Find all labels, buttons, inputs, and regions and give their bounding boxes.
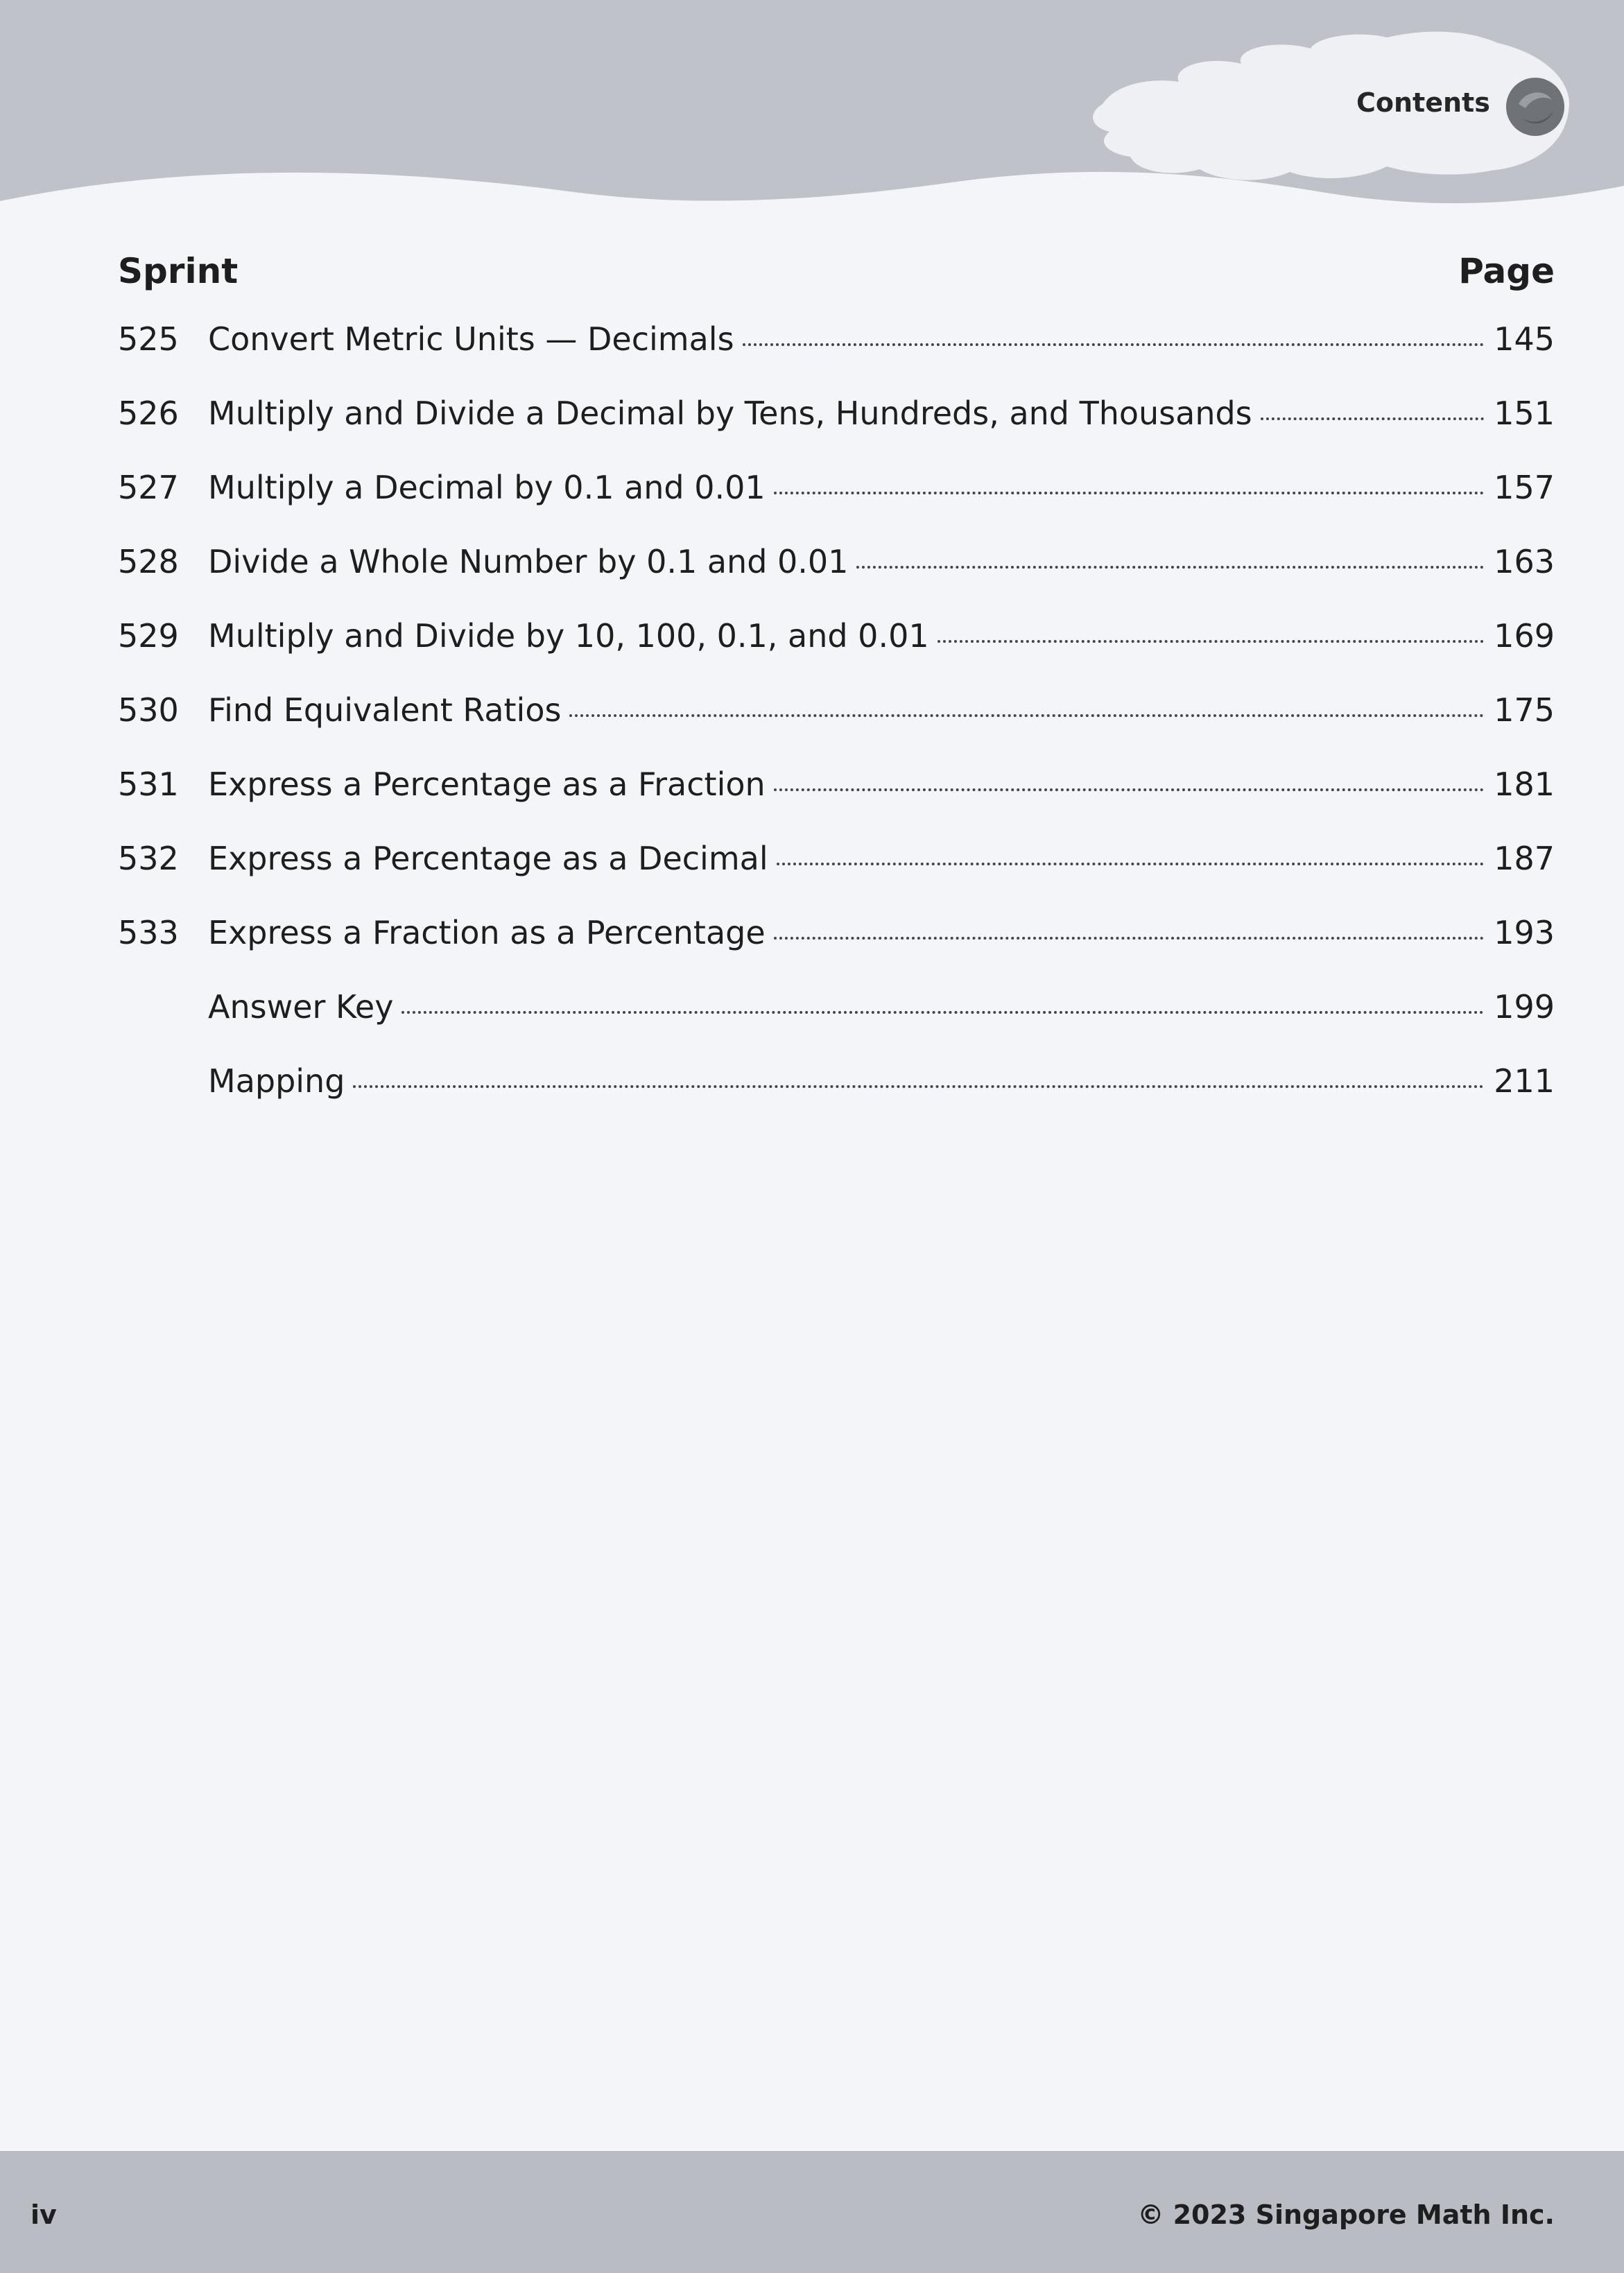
toc-number: 526 — [118, 395, 179, 432]
page-number: iv — [31, 2199, 57, 2230]
toc-row[interactable] — [118, 320, 1555, 395]
toc-page: 181 — [1494, 766, 1555, 803]
toc-row[interactable] — [118, 395, 1555, 469]
circle-badge-icon — [1505, 76, 1566, 137]
toc-title: Mapping — [208, 1062, 345, 1100]
toc-title: Answer Key — [208, 988, 394, 1026]
toc-number: 533 — [118, 914, 179, 951]
toc-page: 151 — [1494, 395, 1555, 432]
dot-leader — [1261, 417, 1484, 420]
toc-page: 163 — [1494, 543, 1555, 580]
dot-leader — [353, 1085, 1484, 1088]
toc-number: 525 — [118, 320, 179, 358]
toc-row[interactable] — [118, 617, 1555, 691]
toc-row[interactable] — [118, 691, 1555, 766]
toc-title: Multiply a Decimal by 0.1 and 0.01 — [208, 469, 766, 506]
toc-row[interactable] — [118, 988, 1555, 1062]
toc-page: 211 — [1494, 1062, 1555, 1100]
toc-page: 187 — [1494, 840, 1555, 877]
toc-page: 193 — [1494, 914, 1555, 951]
toc-row[interactable] — [118, 543, 1555, 617]
toc-page: 169 — [1494, 617, 1555, 655]
dot-leader — [938, 640, 1484, 643]
toc-number: 528 — [118, 543, 179, 580]
toc-number: 527 — [118, 469, 179, 506]
toc-page: 145 — [1494, 320, 1555, 358]
copyright-notice: © 2023 Singapore Math Inc. — [1137, 2199, 1555, 2230]
toc-row[interactable] — [118, 766, 1555, 840]
column-header-sprint: Sprint — [118, 251, 239, 291]
toc-row[interactable] — [118, 914, 1555, 988]
dot-leader — [743, 343, 1484, 346]
toc-number: 529 — [118, 617, 179, 655]
dot-leader — [774, 492, 1484, 494]
table-of-contents — [118, 320, 1555, 1136]
dot-leader — [569, 714, 1484, 717]
dot-leader — [777, 863, 1484, 865]
toc-row[interactable] — [118, 840, 1555, 914]
toc-title: Find Equivalent Ratios — [208, 691, 562, 729]
toc-row[interactable] — [118, 1062, 1555, 1136]
section-label: Contents — [1356, 87, 1490, 118]
dot-leader — [401, 1011, 1484, 1014]
toc-number: 530 — [118, 691, 179, 729]
toc-page: 199 — [1494, 988, 1555, 1026]
toc-title: Divide a Whole Number by 0.1 and 0.01 — [208, 543, 849, 580]
toc-row[interactable] — [118, 469, 1555, 543]
dot-leader — [774, 937, 1484, 940]
toc-title: Express a Percentage as a Fraction — [208, 766, 766, 803]
toc-page: 157 — [1494, 469, 1555, 506]
toc-title: Express a Percentage as a Decimal — [208, 840, 768, 877]
toc-page: 175 — [1494, 691, 1555, 729]
toc-title: Convert Metric Units — Decimals — [208, 320, 734, 358]
toc-number: 532 — [118, 840, 179, 877]
toc-title: Multiply and Divide by 10, 100, 0.1, and 0.01 — [208, 617, 929, 655]
dot-leader — [774, 788, 1484, 791]
column-header-page: Page — [1458, 251, 1555, 291]
toc-number: 531 — [118, 766, 179, 803]
dot-leader — [856, 566, 1484, 569]
toc-title: Express a Fraction as a Percentage — [208, 914, 766, 951]
toc-title: Multiply and Divide a Decimal by Tens, Hundreds, and Thousands — [208, 395, 1252, 432]
